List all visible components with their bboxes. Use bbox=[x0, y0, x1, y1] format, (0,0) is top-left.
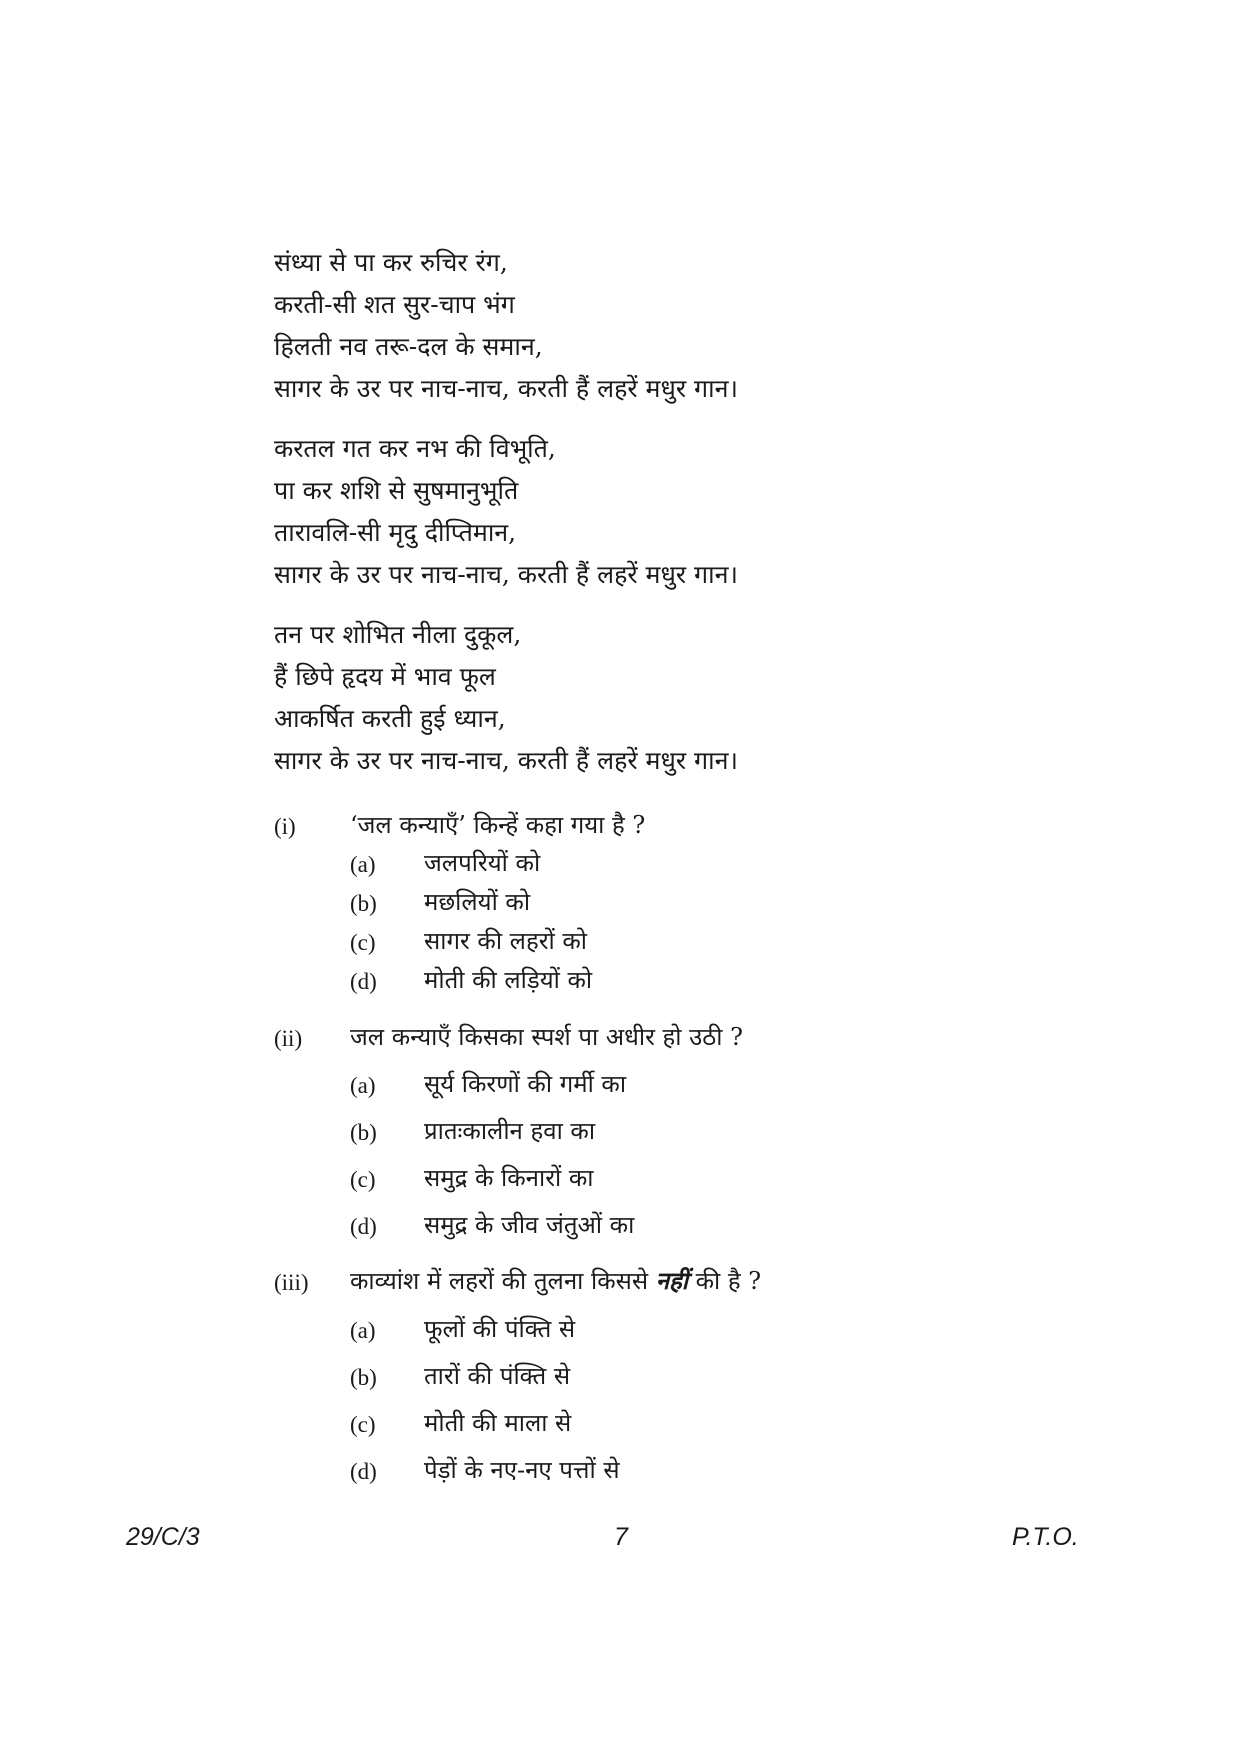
poem-line: पा कर शशि से सुषमानुभूति bbox=[274, 476, 519, 505]
option-text: मोती की लड़ियों को bbox=[424, 966, 593, 994]
option-letter: (b) bbox=[350, 891, 377, 916]
option-text: तारों की पंक्ति से bbox=[424, 1362, 571, 1390]
option-letter: (a) bbox=[350, 1073, 376, 1098]
option-letter: (b) bbox=[350, 1365, 377, 1390]
poem-line: तारावलि-सी मृदु दीप्तिमान, bbox=[274, 518, 517, 547]
question-text-after: की है ? bbox=[688, 1267, 762, 1295]
option-letter: (d) bbox=[350, 1214, 377, 1239]
option-text: समुद्र के जीव जंतुओं का bbox=[424, 1211, 635, 1239]
option-text: जलपरियों को bbox=[424, 849, 541, 877]
page-number: 7 bbox=[614, 1523, 628, 1551]
poem-line: हिलती नव तरू-दल के समान, bbox=[274, 332, 543, 361]
poem-line: करतल गत कर नभ की विभूति, bbox=[274, 434, 556, 463]
option-letter: (c) bbox=[350, 1412, 376, 1437]
option-text: सूर्य किरणों की गर्मी का bbox=[424, 1070, 627, 1098]
poem-line: करती-सी शत सुर-चाप भंग bbox=[274, 290, 515, 319]
question-text: ‘जल कन्याएँ’ किन्हें कहा गया है ? bbox=[350, 811, 646, 839]
question-number: (i) bbox=[274, 814, 296, 839]
poem-refrain: सागर के उर पर नाच-नाच, करती हैं लहरें मधुर गान। bbox=[274, 374, 738, 403]
option-text: पेड़ों के नए-नए पत्तों से bbox=[424, 1456, 620, 1484]
question-text bbox=[350, 1266, 761, 1296]
option-letter: (a) bbox=[350, 852, 376, 877]
poem-line: हैं छिपे हृदय में भाव फूल bbox=[274, 662, 496, 691]
option-letter: (d) bbox=[350, 969, 377, 994]
option-letter: (c) bbox=[350, 930, 376, 955]
question-number: (ii) bbox=[274, 1026, 303, 1051]
question-number: (iii) bbox=[274, 1270, 309, 1295]
option-text: मछलियों को bbox=[424, 888, 531, 916]
option-letter: (a) bbox=[350, 1318, 376, 1343]
poem-refrain: सागर के उर पर नाच-नाच, करती हैं लहरें मधुर गान। bbox=[274, 560, 738, 589]
option-text: प्रातःकालीन हवा का bbox=[424, 1117, 596, 1145]
poem-line: आकर्षित करती हुई ध्यान, bbox=[274, 704, 506, 733]
poem-refrain: सागर के उर पर नाच-नाच, करती हैं लहरें मधुर गान। bbox=[274, 746, 738, 775]
option-text: समुद्र के किनारों का bbox=[424, 1164, 594, 1192]
option-letter: (b) bbox=[350, 1120, 377, 1145]
option-text: मोती की माला से bbox=[424, 1409, 572, 1437]
paper-code: 29/C/3 bbox=[126, 1523, 200, 1551]
option-letter: (c) bbox=[350, 1167, 376, 1192]
poem-line: तन पर शोभित नीला दुकूल, bbox=[274, 620, 522, 649]
poem-line: संध्या से पा कर रुचिर रंग, bbox=[274, 248, 508, 277]
option-letter: (d) bbox=[350, 1459, 377, 1484]
option-text: सागर की लहरों को bbox=[424, 927, 587, 955]
option-text: फूलों की पंक्ति से bbox=[424, 1315, 576, 1343]
question-text-before: काव्यांश में लहरों की तुलना किससे bbox=[350, 1267, 656, 1295]
please-turn-over: P.T.O. bbox=[1012, 1523, 1079, 1551]
question-text-emphasis: नहीं bbox=[655, 1266, 688, 1295]
question-text: जल कन्याएँ किसका स्पर्श पा अधीर हो उठी ? bbox=[350, 1023, 743, 1051]
